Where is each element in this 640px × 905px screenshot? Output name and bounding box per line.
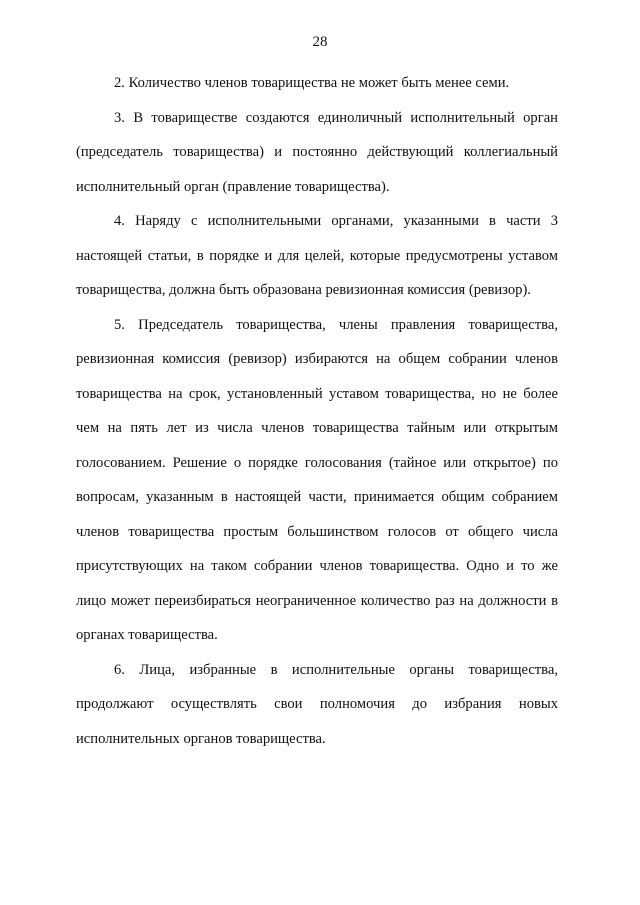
paragraph-2: 2. Количество членов товарищества не может быть менее семи. (114, 75, 510, 91)
paragraph-5: 5. Председатель товарищества, члены правления товарищества, ревизионная комиссия (ревизор) избираются на общем собрании членов товарищества на срок, установленный уставом товарищества, но не более чем на пять лет из числа членов товарищества тайным или открытым голосованием. Решение о порядке голосования (тайное или открытое) по вопросам, указанным в настоящей части, принимается общим собранием членов товарищества простым большинством голосов от общего числа присутствующих на таком собрании членов товарищества. Одно и то же лицо может переизбираться неограниченное количество раз на должности в органах товарищества. (76, 316, 558, 643)
paragraph-4: 4. Наряду с исполнительными органами, указанными в части 3 настоящей статьи, в порядке и для целей, которые предусмотрены уставом товарищества, должна быть образована ревизионная комиссия (ревизор). (76, 213, 558, 298)
paragraph-6: 6. Лица, избранные в исполнительные органы товарищества, продолжают осуществлять свои полномочия до избрания новых исполнительных органов товарищества. (76, 661, 558, 747)
page-number: 28 (312, 34, 328, 50)
paragraph-3: 3. В товариществе создаются единоличный исполнительный орган (председатель товарищества) и постоянно действующий коллегиальный исполнительный орган (правление товарищества). (76, 109, 558, 195)
document-body (76, 66, 558, 756)
